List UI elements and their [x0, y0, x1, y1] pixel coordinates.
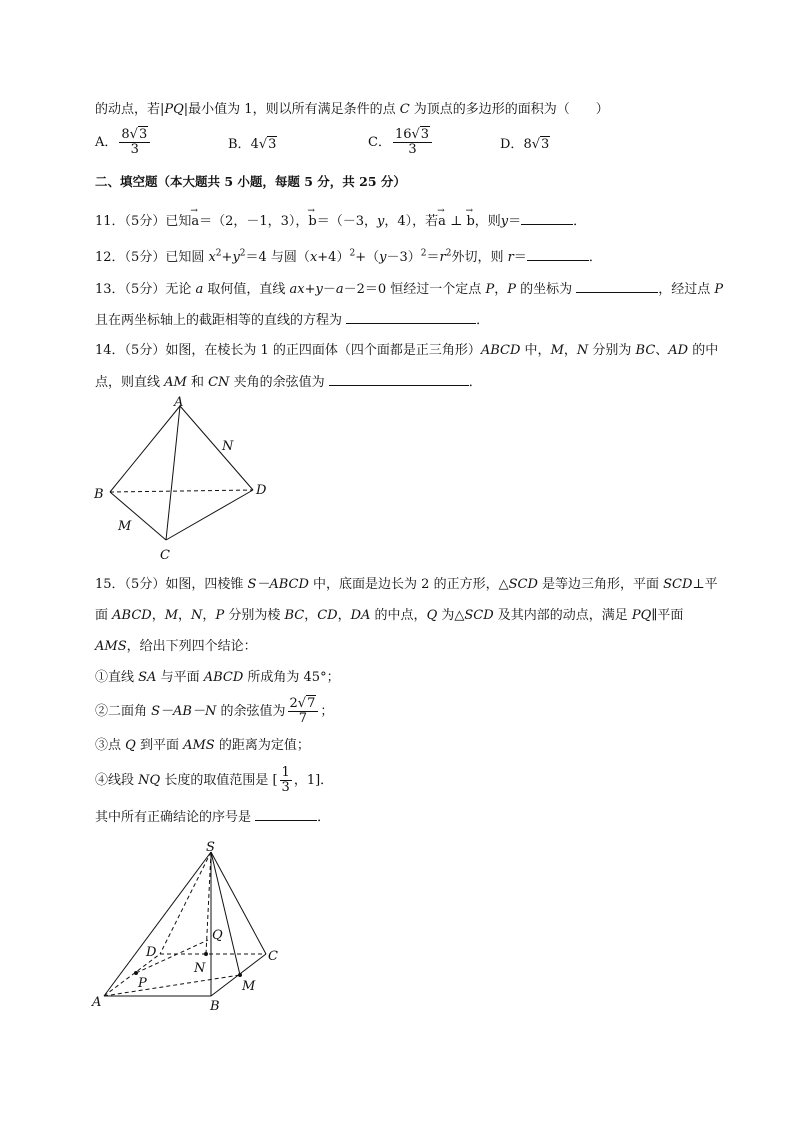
var-y: y [315, 282, 323, 297]
conclusion-2 [95, 697, 333, 727]
var-pq: PQ [631, 608, 652, 623]
label-m: M [118, 519, 132, 534]
question-13-line1 [95, 280, 723, 299]
q14-text: 和 [186, 375, 209, 390]
q12-text: 外切，则 [451, 250, 508, 265]
point-p [134, 971, 138, 975]
var-p: P [714, 282, 724, 297]
q15-text: 的余弦值为 [216, 704, 286, 719]
radicand: 3 [138, 127, 148, 142]
label-d: D [146, 945, 157, 960]
edge-ac [166, 406, 180, 540]
q13-text: 的坐标为 [515, 282, 577, 297]
fraction: $\frac{1}{3}$ [281, 765, 290, 795]
q15-text: ③点 [95, 738, 126, 753]
q15-text: ，给出下列四个结论： [126, 639, 257, 654]
q15-text: 及其内部的动点，满足 [493, 608, 632, 623]
question-14-line2 [95, 373, 482, 392]
fraction [393, 128, 432, 157]
edge-cd [166, 490, 253, 540]
var-da: DA [350, 608, 371, 623]
conclusion-3 [95, 737, 310, 755]
q13-text: －2＝0 恒经过一个定点 [343, 282, 486, 297]
q11-text: ，则 [474, 214, 501, 229]
var-am: AM [164, 375, 187, 390]
q10-text-b: |最小值为 1，则以所有满足条件的点 [183, 102, 400, 117]
q10-option-a[interactable] [95, 128, 152, 157]
q13-text: － [322, 282, 336, 297]
exponent: 2 [215, 248, 222, 259]
question-11 [95, 212, 586, 231]
label-a: A [92, 995, 102, 1010]
answer-blank[interactable] [255, 808, 317, 821]
q14-text: 、 [655, 343, 669, 358]
label-n: N [222, 439, 234, 454]
edge-ad [180, 406, 253, 490]
q11-text: 11．（5分）已知 [95, 214, 192, 229]
var-ams: AMS [95, 639, 127, 654]
var-bc: BC [635, 343, 656, 358]
var-y: y [232, 250, 240, 265]
conclusion-4 [95, 766, 333, 796]
q15-text: 15．（5分）如图，四棱锥 [95, 577, 248, 592]
sqrt-icon: √3 [129, 127, 148, 142]
q15-text: 其中所有正确结论的序号是 [95, 810, 256, 825]
radicand: 7 [307, 696, 316, 711]
denominator: 3 [408, 142, 417, 157]
var-r: r [507, 250, 514, 265]
q15-text: ∥平面 [651, 608, 684, 623]
question-12 [95, 248, 602, 267]
var-r: r [439, 250, 446, 265]
q15-text: 与平面 [156, 670, 204, 685]
label-c: C [268, 949, 278, 964]
q11-text: ＝（2，－1，3）， [199, 214, 309, 229]
question-15-final [95, 808, 330, 827]
q10-text-d: 为顶点的多边形的面积为（ ） [409, 102, 609, 117]
label-q: Q [212, 928, 223, 943]
label-m: M [242, 979, 256, 994]
q13-text: 13．（5分）无论 [95, 282, 196, 297]
sqrt-icon: √7 [297, 696, 316, 711]
q15-text: 为△ [437, 608, 465, 623]
fraction [288, 697, 319, 726]
q11-text: ，4），若 [384, 214, 439, 229]
exponent: 2 [420, 248, 427, 259]
q13-text: ，经过点 [658, 282, 715, 297]
answer-blank[interactable] [521, 212, 573, 225]
q12-text: ＝ [513, 250, 527, 265]
q15-text: ，1]． [293, 773, 334, 788]
edge-ad-hidden [104, 954, 160, 996]
numerator-coef: 16 [394, 127, 412, 142]
q14-text: 夹角的余弦值为 [229, 375, 329, 390]
section-heading: 二、填空题（本大题共 5 小题，每题 5 分，共 25 分） [95, 174, 406, 189]
q15-text: ， [337, 608, 351, 623]
option-label: B． [228, 137, 251, 152]
q15-text: ②二面角 [95, 704, 152, 719]
var-scd: SCD [663, 577, 693, 592]
q10-stem [95, 101, 609, 119]
vector-a: → a [191, 213, 199, 231]
var-a: a [335, 282, 344, 297]
answer-blank[interactable] [576, 280, 658, 293]
var-y: y [379, 250, 387, 265]
radicand: 3 [420, 127, 430, 142]
sqrt-icon: √3 [531, 137, 550, 152]
var-cn: CN [208, 375, 230, 390]
var-s-abcd: S－ABCD [247, 577, 309, 592]
var-ad: AD [668, 343, 689, 358]
var-bc: BC [284, 608, 305, 623]
q13-text: ， [494, 282, 508, 297]
exponent: 2 [349, 248, 356, 259]
var-y: y [500, 214, 509, 229]
q15-text: ． [317, 810, 331, 825]
q15-text: ， [178, 608, 192, 623]
q10-text-a: 的动点，若| [95, 102, 165, 117]
q13-text: + [304, 282, 316, 297]
q10-option-d[interactable] [500, 136, 550, 154]
q10-var-pq: PQ [164, 102, 184, 117]
question-15-line2 [95, 607, 683, 625]
q15-text: ⊥平 [692, 577, 718, 592]
fraction [119, 128, 150, 157]
var-cd: CD [317, 608, 338, 623]
q14-text: 点，则直线 [95, 375, 165, 390]
label-n: N [194, 961, 206, 976]
var-p: P [507, 282, 516, 297]
var-n: N [191, 608, 203, 623]
var-m: M [164, 608, 179, 623]
q15-text: ①直线 [95, 670, 139, 685]
answer-blank[interactable] [329, 373, 469, 386]
edge-sd-hidden [160, 852, 211, 954]
numerator-coef: 8 [121, 127, 130, 142]
q15-text: ； [320, 704, 334, 719]
q10-option-b[interactable] [228, 136, 277, 154]
q11-text: ． [573, 214, 587, 229]
vector-b: → b [308, 213, 316, 231]
denominator: 3 [130, 142, 139, 157]
q15-text: ， [202, 608, 216, 623]
sqrt-icon: √3 [411, 127, 430, 142]
q15-text: ④线段 [95, 773, 139, 788]
label-c: C [160, 548, 170, 563]
var-a: a [195, 282, 204, 297]
label-s: S [206, 840, 215, 855]
q14-text: ， [563, 343, 577, 358]
q15-text: 的中点， [370, 608, 427, 623]
var-s-ab-n: S－AB－N [151, 704, 217, 719]
var-x: x [309, 250, 318, 265]
pyramid-figure [88, 836, 298, 1016]
q14-text: ． [468, 375, 482, 390]
answer-blank[interactable] [527, 248, 589, 261]
q12-text: +（ [355, 250, 380, 265]
q12-text: ＝4 与圆（ [245, 250, 310, 265]
var-p: P [485, 282, 495, 297]
point-n [204, 952, 208, 956]
question-13-line2 [95, 311, 489, 330]
var-m: M [550, 343, 564, 358]
numerator-coef: 2 [289, 696, 298, 711]
var-q: Q [125, 738, 136, 753]
var-ams: AMS [183, 738, 215, 753]
q11-text: ＝（－3， [316, 214, 378, 229]
question-15-line3 [95, 638, 257, 656]
q11-text: ＝ [508, 214, 522, 229]
option-label: A． [95, 135, 118, 150]
q13-text: 取何值，直线 [203, 282, 290, 297]
label-d: D [256, 483, 267, 498]
q15-text: 到平面 [135, 738, 184, 753]
q13-text: 且在两坐标轴上的截距相等的直线的方程为 [95, 313, 347, 328]
var-abcd: ABCD [203, 670, 244, 685]
var-ax: ax [289, 282, 305, 297]
point-m [238, 973, 242, 977]
edge-sm [211, 852, 240, 975]
question-15-line1 [95, 576, 718, 594]
q15-text: 是等边三角形，平面 [537, 577, 664, 592]
q12-text: ． [588, 250, 602, 265]
q14-text: 中， [520, 343, 551, 358]
q12-text: ＝ [426, 250, 440, 265]
denominator: 3 [281, 780, 290, 795]
var-nq: NQ [138, 773, 161, 788]
q14-text: 分别为 [588, 343, 636, 358]
radicand: 3 [541, 137, 550, 152]
edge-bd-hidden [110, 490, 253, 492]
edge-sn-hidden [206, 852, 211, 954]
q14-text: 14．（5分）如图，在棱长为 1 的正四面体（四个面都是正三角形） [95, 343, 481, 358]
var-abcd: ABCD [480, 343, 521, 358]
exponent: 2 [239, 248, 246, 259]
label-b: B [94, 487, 104, 502]
var-y: y [377, 214, 385, 229]
perp-sign: ⊥ [445, 214, 467, 229]
vector-b: → b [466, 213, 474, 231]
conclusion-1 [95, 669, 340, 687]
q15-text: 所成角为 45°； [243, 670, 340, 685]
coef: 8 [523, 137, 532, 152]
q15-text: 长度的取值范围是 [ [160, 773, 278, 788]
q14-text: 的中 [688, 343, 719, 358]
answer-blank[interactable] [346, 311, 476, 324]
radicand: 3 [268, 137, 277, 152]
q12-text: －3） [386, 250, 421, 265]
question-14-line1 [95, 342, 718, 360]
var-q: Q [426, 608, 438, 623]
sqrt-icon: √3 [258, 137, 277, 152]
q15-text: ， [304, 608, 318, 623]
coef: 4 [250, 137, 259, 152]
q15-text: 中，底面是边长为 2 的正方形，△ [308, 577, 509, 592]
q12-text: 12．（5分）已知圆 [95, 250, 209, 265]
q15-text: 的距离为定值； [214, 738, 310, 753]
denominator: 7 [298, 711, 308, 726]
q15-text: ， [151, 608, 165, 623]
label-b: B [210, 999, 220, 1014]
exponent: 2 [445, 248, 452, 259]
q12-text: + [221, 250, 233, 265]
vector-a: → a [438, 213, 446, 231]
q10-option-c[interactable] [368, 128, 434, 157]
option-label: D． [500, 137, 524, 152]
label-a: A [174, 395, 184, 410]
q13-text: ． [476, 313, 490, 328]
q12-text: +4） [317, 250, 350, 265]
var-scd: SCD [464, 608, 494, 623]
var-p: P [215, 608, 225, 623]
var-n: N [576, 343, 589, 358]
tetrahedron-figure [88, 392, 278, 572]
var-scd: SCD [508, 577, 538, 592]
edge-am-hidden [104, 975, 240, 996]
q15-text: 分别为棱 [224, 608, 285, 623]
label-p: P [138, 976, 147, 991]
edge-ab [110, 406, 180, 492]
q15-text: 面 [95, 608, 113, 623]
option-label: C． [368, 135, 391, 150]
var-x: x [208, 250, 216, 265]
var-abcd: ABCD [112, 608, 152, 623]
q10-var-c: C [399, 102, 410, 117]
var-sa: SA [138, 670, 157, 685]
